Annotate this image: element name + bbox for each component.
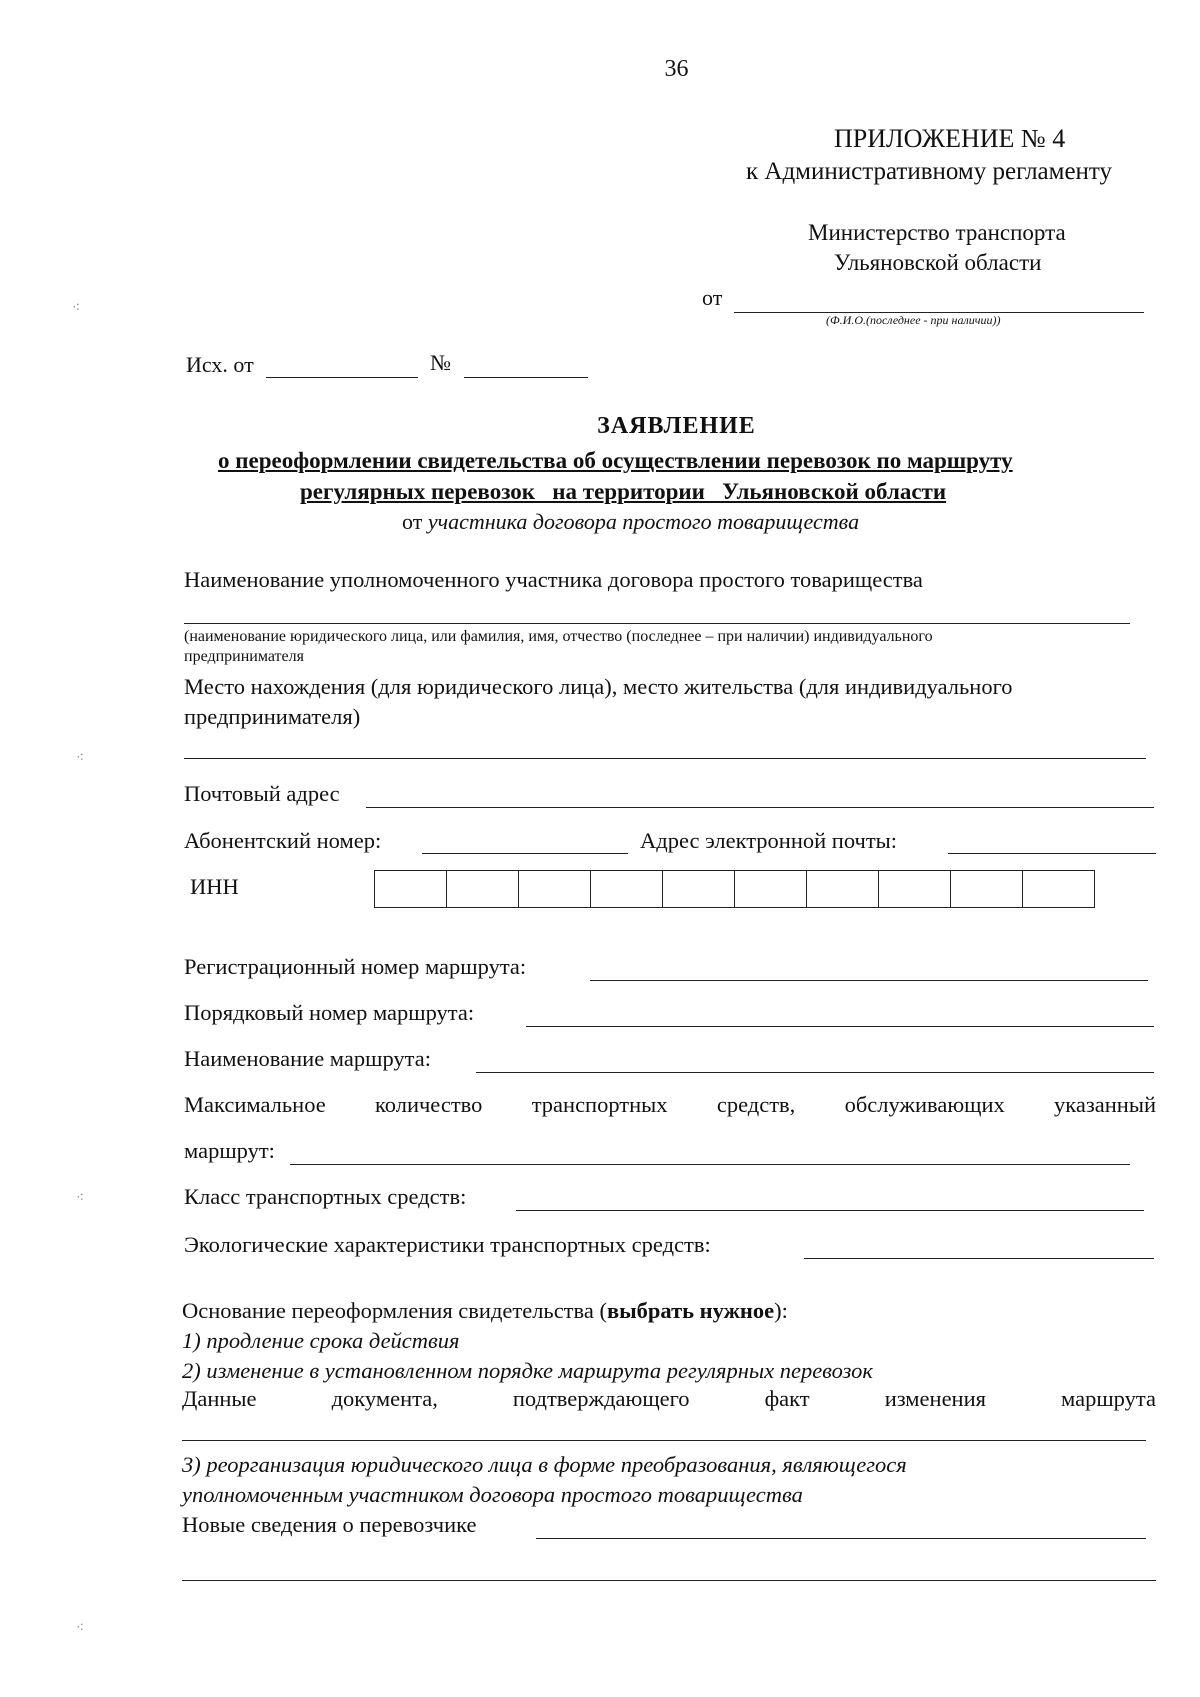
inn-label: ИНН [190, 874, 239, 899]
inn-cell[interactable] [591, 871, 663, 907]
scan-speck: ⁖ [76, 751, 85, 766]
route-change-doc-word: Данные [182, 1386, 257, 1411]
scan-speck: ⁖ [72, 301, 81, 316]
inn-cell[interactable] [447, 871, 519, 907]
inn-cell[interactable] [663, 871, 735, 907]
inn-cell[interactable] [1023, 871, 1094, 907]
vehicle-class-label: Класс транспортных средств: [184, 1184, 467, 1209]
route-change-doc-word: документа, [331, 1386, 438, 1411]
max-vehicles-word: количество [374, 1092, 483, 1117]
addressee-line-2: Ульяновской области [834, 250, 1042, 275]
outgoing-date-field[interactable] [266, 377, 418, 378]
email-field[interactable] [948, 853, 1156, 854]
appendix-title: ПРИЛОЖЕНИЕ № 4 [834, 124, 1066, 153]
inn-cell[interactable] [807, 871, 879, 907]
inn-cell[interactable] [951, 871, 1023, 907]
max-vehicles-word: средств, [716, 1092, 796, 1117]
application-subject-line-2: регулярных перевозок на территории Ульяновской области [300, 479, 947, 504]
inn-cell[interactable] [735, 871, 807, 907]
application-subject-line-3: от участника договора простого товарищества [402, 509, 860, 534]
inn-field[interactable] [374, 870, 1095, 908]
max-vehicles-label-line-2: маршрут: [184, 1138, 275, 1163]
route-name-label: Наименование маршрута: [184, 1046, 431, 1071]
appendix-subtitle: к Административному регламенту [746, 158, 1113, 185]
route-change-doc-field[interactable] [182, 1440, 1146, 1441]
eco-characteristics-field[interactable] [804, 1258, 1154, 1259]
participant-name-label: Наименование уполномоченного участника договора простого товарищества [184, 567, 923, 592]
route-serial-number-label: Порядковый номер маршрута: [184, 1000, 475, 1025]
new-carrier-info-label: Новые сведения о перевозчике [182, 1512, 477, 1537]
addressee-line-1: Министерство транспорта [808, 220, 1066, 245]
eco-characteristics-label: Экологические характеристики транспортных средств: [184, 1232, 711, 1257]
max-vehicles-word: Максимальное [184, 1092, 326, 1117]
reason-option-3-line-1: 3) реорганизация юридического лица в форме преобразования, являющегося [182, 1452, 907, 1477]
reason-option-1: 1) продление срока действия [182, 1328, 460, 1353]
postal-address-label: Почтовый адрес [184, 781, 340, 806]
outgoing-number-label: № [430, 350, 451, 375]
route-serial-number-field[interactable] [526, 1026, 1154, 1027]
location-label-line-1: Место нахождения (для юридического лица), место жительства (для индивидуального [184, 674, 1013, 699]
new-carrier-info-field-extra[interactable] [182, 1580, 1156, 1581]
route-change-doc-word: изменения [884, 1386, 986, 1411]
route-change-doc-word: маршрута [1061, 1386, 1156, 1411]
new-carrier-info-field[interactable] [536, 1538, 1146, 1539]
fio-hint: (Ф.И.О.(последнее - при наличии)) [826, 313, 1001, 327]
outgoing-date-label: Исх. от [186, 352, 254, 377]
subscriber-number-field[interactable] [422, 853, 628, 854]
outgoing-number-field[interactable] [464, 377, 588, 378]
application-subject-line-1: о переоформлении свидетельства об осуществлении перевозок по маршруту [218, 448, 1013, 473]
route-reg-number-field[interactable] [590, 980, 1148, 981]
max-vehicles-word: указанный [1054, 1092, 1156, 1117]
postal-address-field[interactable] [366, 807, 1154, 808]
participant-hint-line-2: предпринимателя [184, 648, 304, 665]
max-vehicles-word: транспортных [531, 1092, 668, 1117]
vehicle-class-field[interactable] [516, 1210, 1144, 1211]
inn-cell[interactable] [879, 871, 951, 907]
route-change-doc-label [182, 1386, 1156, 1412]
reason-option-2: 2) изменение в установленном порядке маршрута регулярных перевозок [182, 1358, 873, 1383]
max-vehicles-word: обслуживающих [844, 1092, 1005, 1117]
page-number: 36 [664, 56, 689, 82]
participant-hint-line-1: (наименование юридического лица, или фамилия, имя, отчество (последнее – при наличии) индивидуального [184, 628, 933, 645]
scan-speck: ⁖ [76, 1191, 85, 1206]
max-vehicles-field[interactable] [290, 1164, 1130, 1165]
scan-speck: ⁖ [76, 1621, 85, 1636]
route-change-doc-word: подтверждающего [512, 1386, 690, 1411]
from-label: от [702, 285, 723, 310]
subscriber-number-label: Абонентский номер: [184, 828, 382, 853]
route-reg-number-label: Регистрационный номер маршрута: [184, 954, 527, 979]
location-field[interactable] [184, 758, 1146, 759]
application-title: ЗАЯВЛЕНИЕ [597, 413, 756, 439]
participant-name-field[interactable] [184, 623, 1130, 624]
reason-option-3-line-2: уполномоченным участником договора простого товарищества [182, 1482, 803, 1507]
reasons-heading: Основание переоформления свидетельства (выбрать нужное): [182, 1298, 788, 1323]
route-name-field[interactable] [476, 1072, 1154, 1073]
max-vehicles-label-line-1 [184, 1092, 1156, 1118]
inn-cell[interactable] [375, 871, 447, 907]
route-change-doc-word: факт [764, 1386, 810, 1411]
location-label-line-2: предпринимателя) [184, 704, 361, 729]
email-label: Адрес электронной почты: [640, 828, 898, 853]
inn-cell[interactable] [519, 871, 591, 907]
